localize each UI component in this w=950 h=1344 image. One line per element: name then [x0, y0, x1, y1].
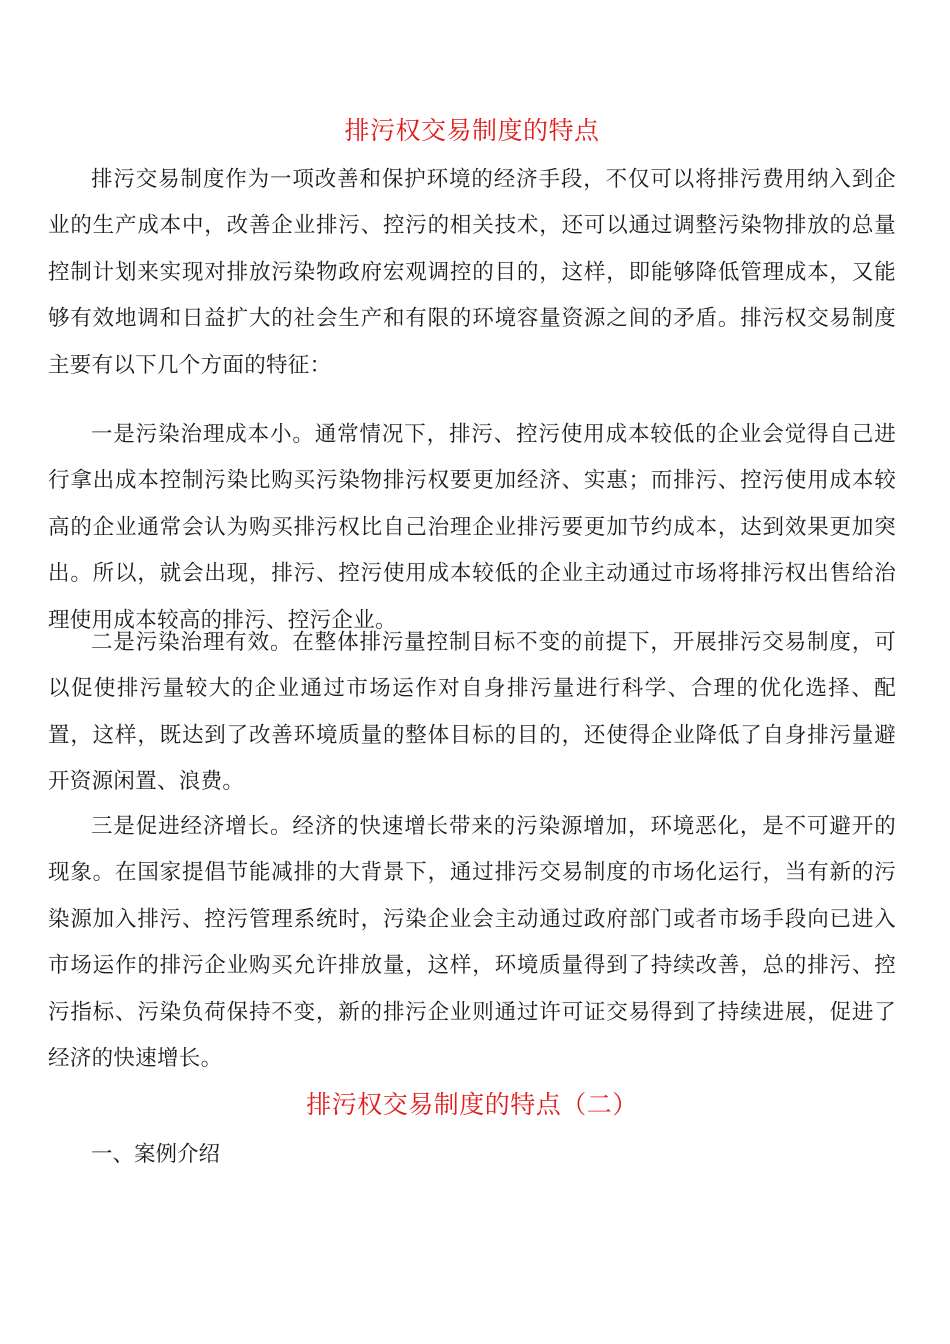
second-document-title: 排污权交易制度的特点（二） [306, 1090, 638, 1119]
paragraph-point-3: 三是促进经济增长。经济的快速增长带来的污染源增加，环境恶化，是不可避开的现象。在国家提倡节能减排的大背景下，通过排污交易制度的市场化运行，当有新的污染源加入排污、控污管理系统时，污染企业会主动通过政府部门或者市场手段向已进入市场运作的排污企业购买允许排放量，这样，环境质量得到了持续改善，总的排污、控污指标、污染负荷保持不变，新的排污企业则通过许可证交易得到了持续进展，促进了经济的快速增长。 [48, 814, 896, 1072]
document-title: 排污权交易制度的特点 [344, 116, 600, 145]
paragraph-intro: 排污交易制度作为一项改善和保护环境的经济手段，不仅可以将排污费用纳入到企业的生产成本中，改善企业排污、控污的相关技术，还可以通过调整污染物排放的总量控制计划来实现对排放污染物政府宏观调控的目的，这样，即能够降低管理成本，又能够有效地调和日益扩大的社会生产和有限的环境容量资源之间的矛盾。排污权交易制度主要有以下几个方面的特征： [48, 167, 896, 378]
paragraph-point-2: 二是污染治理有效。在整体排污量控制目标不变的前提下，开展排污交易制度，可以促使排污量较大的企业通过市场运作对自身排污量进行科学、合理的优化选择、配置，这样，既达到了改善环境质量的整体目标的目的，还使得企业降低了自身排污量避开资源闲置、浪费。 [48, 630, 896, 795]
section-heading: 一、案例介绍 [91, 1142, 221, 1167]
paragraph-point-1: 一是污染治理成本小。通常情况下，排污、控污使用成本较低的企业会觉得自己进行拿出成本控制污染比购买污染物排污权要更加经济、实惠；而排污、控污使用成本较高的企业通常会认为购买排污权比自己治理企业排污要更加节约成本，达到效果更加突出。所以，就会出现，排污、控污使用成本较低的企业主动通过市场将排污权出售给治理使用成本较高的排污、控污企业。 [48, 422, 896, 633]
